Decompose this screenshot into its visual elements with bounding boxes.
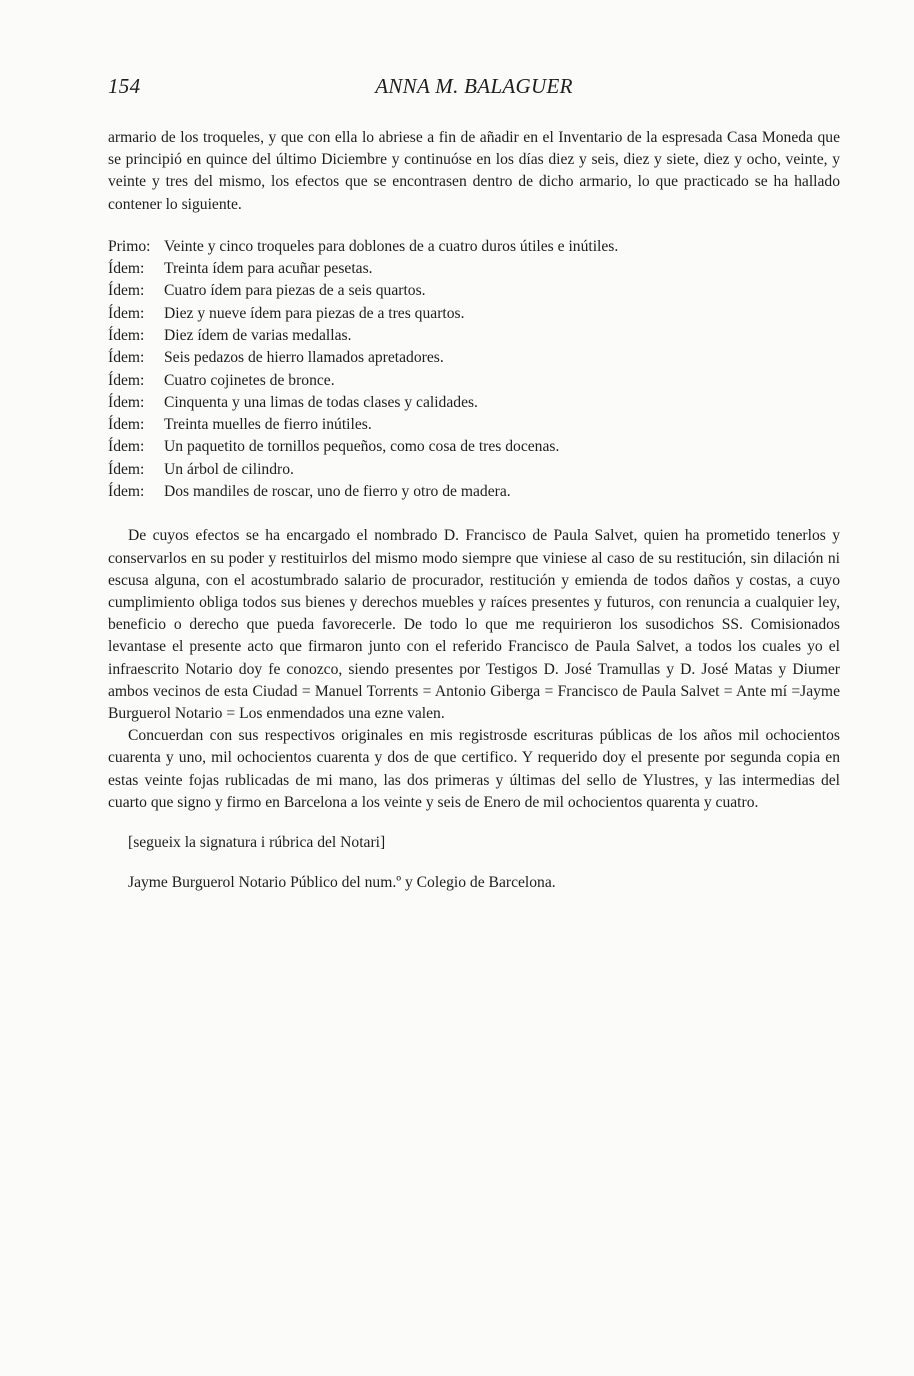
inventory-text: Veinte y cinco troqueles para doblones de a cuatro duros útiles e inútiles. [164, 237, 619, 255]
inventory-item [108, 459, 840, 481]
inventory-item [108, 258, 840, 280]
inventory-label: Ídem: [108, 282, 145, 300]
inventory-text: Cinquenta y una limas de todas clases y calidades. [164, 393, 478, 411]
inventory-label: Ídem: [108, 327, 145, 344]
inventory-label: Ídem: [108, 438, 145, 456]
inventory-text: Treinta ídem para acuñar pesetas. [164, 260, 373, 278]
inventory-text: Diez y nueve ídem para piezas de a tres quartos. [164, 304, 465, 322]
inventory-label: Ídem: [108, 393, 145, 411]
inventory-text: Cuatro cojinetes de bronce. [164, 371, 335, 389]
signature-line: Jayme Burguerol Notario Público del num.º y Colegio de Barcelona. [128, 874, 556, 892]
inventory-text: Seis pedazos de hierro llamados apretadores. [164, 349, 444, 367]
inventory-text: Diez ídem de varias medallas. [164, 327, 352, 344]
inventory-label: Ídem: [108, 460, 145, 478]
paragraph-3: Concuerdan con sus respectivos originales en mis registrosde escrituras públicas de los años mil ochocientos cuarenta y uno, mil ochocientos cuarenta y dos de que certifico. Y requerido doy el presente por segunda copia en estas veinte fojas rublicadas de mi mano, las dos primeras y últimas del sello de Ylustres, y las intermedias del cuarto que signo y firmo en Barcelona a los veinte y seis de Enero de mil ochocientos quarenta y cuatro. [108, 727, 840, 811]
editorial-note: [segueix la signatura i rúbrica del Notari] [128, 834, 386, 852]
inventory-item [108, 280, 840, 302]
inventory-text: Cuatro ídem para piezas de a seis quartos. [164, 282, 426, 300]
inventory-item [108, 481, 840, 503]
inventory-label: Ídem: [108, 260, 145, 278]
inventory-text: Un paquetito de tornillos pequeños, como cosa de tres docenas. [164, 438, 560, 456]
inventory-item [108, 236, 840, 258]
inventory-item [108, 325, 840, 347]
inventory-text: Un árbol de cilindro. [164, 460, 294, 478]
inventory-list [108, 236, 840, 504]
inventory-label: Ídem: [108, 416, 145, 434]
inventory-item [108, 414, 840, 436]
paragraph-2: De cuyos efectos se ha encargado el nombrado D. Francisco de Paula Salvet, quien ha prometido tenerlos y conservarlos en su poder y restituirlos del mismo modo siempre que viniese al caso de su restitución, sin dilación ni escusa alguna, con el acostumbrado salario de procurador, restitución y emienda de todos daños y costas, a cuyo cumplimiento obliga todos sus bienes y derechos muebles y raíces presentes y futuros, con renuncia a cualquier ley, beneficio o derecho que pueda favorecerle. De todo lo que me requirieron los susodichos SS. Comisionados levantase el presente acto que firmaron junto con el referido Francisco de Paula Salvet, a todos los cuales yo el infraescrito Notario doy fe conozco, siendo presentes por Testigos D. José Tramullas y D. José Matas y Diumer ambos vecinos de esta Ciudad = Manuel Torrents = Antonio Giberga = Francisco de Paula Salvet = Ante mí =Jayme Burguerol Notario = Los enmendados una ezne valen. [108, 527, 840, 722]
inventory-label: Ídem: [108, 483, 145, 501]
running-head-author: ANNA M. BALAGUER [375, 74, 573, 98]
paragraph-1: armario de los troqueles, y que con ella lo abriese a fin de añadir en el Inventario de la espresada Casa Moneda que se principió en quince del último Diciembre y continuóse en los días diez y seis, diez y siete, diez y ocho, veinte, y veinte y tres del mismo, los efectos que se encontrasen dentro de dicho armario, lo que practicado se ha hallado contener lo siguiente. [108, 129, 840, 213]
inventory-item [108, 347, 840, 369]
running-header [108, 74, 840, 104]
inventory-label: Ídem: [108, 304, 145, 322]
inventory-item [108, 392, 840, 414]
inventory-item [108, 303, 840, 325]
body-text [108, 127, 840, 894]
inventory-item [108, 436, 840, 458]
inventory-text: Dos mandiles de roscar, uno de fierro y otro de madera. [164, 483, 511, 501]
inventory-item [108, 370, 840, 392]
inventory-label: Primo: [108, 237, 151, 255]
inventory-label: Ídem: [108, 371, 145, 389]
inventory-text: Treinta muelles de fierro inútiles. [164, 416, 372, 434]
inventory-label: Ídem: [108, 349, 145, 367]
page-number: 154 [108, 74, 141, 98]
